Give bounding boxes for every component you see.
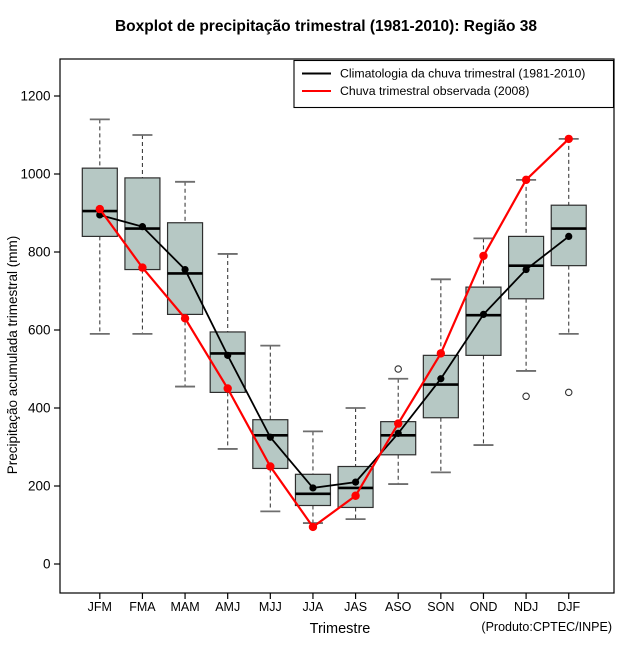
mean-point-OND — [480, 311, 487, 318]
mean-point-SON — [437, 375, 444, 382]
x-tick-label: MJJ — [258, 600, 282, 614]
outlier-point-NDJ — [523, 393, 529, 399]
mean-point-JJA — [309, 484, 316, 491]
x-axis-label: Trimestre — [309, 621, 371, 637]
y-tick-label: 1200 — [20, 88, 51, 104]
y-tick-label: 400 — [27, 400, 51, 416]
mean-point-AMJ — [224, 352, 231, 359]
box-AMJ — [210, 332, 245, 392]
x-tick-label: MAM — [170, 600, 200, 614]
y-tick-label: 1000 — [20, 166, 51, 182]
y-tick-label: 600 — [27, 322, 51, 338]
box-SON — [423, 355, 458, 417]
x-tick-label: SON — [427, 600, 455, 614]
x-tick-label: DJF — [557, 600, 581, 614]
box-OND — [466, 287, 501, 355]
mean-point-NDJ — [523, 266, 530, 273]
observed-point-AMJ — [223, 384, 231, 392]
page-title: Boxplot de precipitação trimestral (1981-2010): Região 38 — [114, 18, 538, 35]
observed-point-JJA — [309, 523, 317, 531]
x-tick-label: JAS — [344, 600, 368, 614]
x-tick-label: JJA — [302, 600, 324, 614]
plot-area — [20, 59, 614, 614]
observed-point-FMA — [138, 263, 146, 271]
observed-point-ASO — [394, 419, 402, 427]
mean-point-FMA — [139, 223, 146, 230]
x-tick-label: OND — [469, 600, 498, 614]
observed-point-OND — [479, 252, 487, 260]
observed-point-JFM — [96, 205, 104, 213]
mean-point-MAM — [181, 266, 188, 273]
x-tick-label: NDJ — [513, 600, 539, 614]
mean-point-ASO — [395, 430, 402, 437]
x-tick-label: ASO — [385, 600, 412, 614]
x-tick-label: JFM — [87, 600, 112, 614]
observed-point-MAM — [181, 314, 189, 322]
outlier-point-ASO — [395, 366, 401, 372]
legend-label-observed: Chuva trimestral observada (2008) — [340, 84, 530, 98]
y-tick-label: 0 — [42, 556, 51, 572]
mean-point-JAS — [352, 479, 359, 486]
x-tick-label: FMA — [129, 600, 156, 614]
plot-frame — [60, 59, 614, 593]
legend — [294, 61, 614, 108]
y-tick-label: 200 — [27, 478, 51, 494]
footnote: (Produto:CPTEC/INPE) — [481, 620, 612, 634]
legend-label-climatology: Climatologia da chuva trimestral (1981-2010) — [340, 66, 586, 81]
observed-point-JAS — [351, 492, 359, 500]
mean-point-MJJ — [267, 434, 274, 441]
x-tick-label: AMJ — [215, 600, 241, 614]
y-axis-label: Precipitação acumulada trimestral (mm) — [5, 235, 20, 475]
y-tick-label: 800 — [27, 244, 51, 260]
observed-point-SON — [437, 349, 445, 357]
observed-point-MJJ — [266, 462, 274, 470]
observed-point-NDJ — [522, 176, 530, 184]
mean-point-DJF — [565, 233, 572, 240]
outlier-point-DJF — [566, 389, 572, 395]
observed-point-DJF — [565, 135, 573, 143]
